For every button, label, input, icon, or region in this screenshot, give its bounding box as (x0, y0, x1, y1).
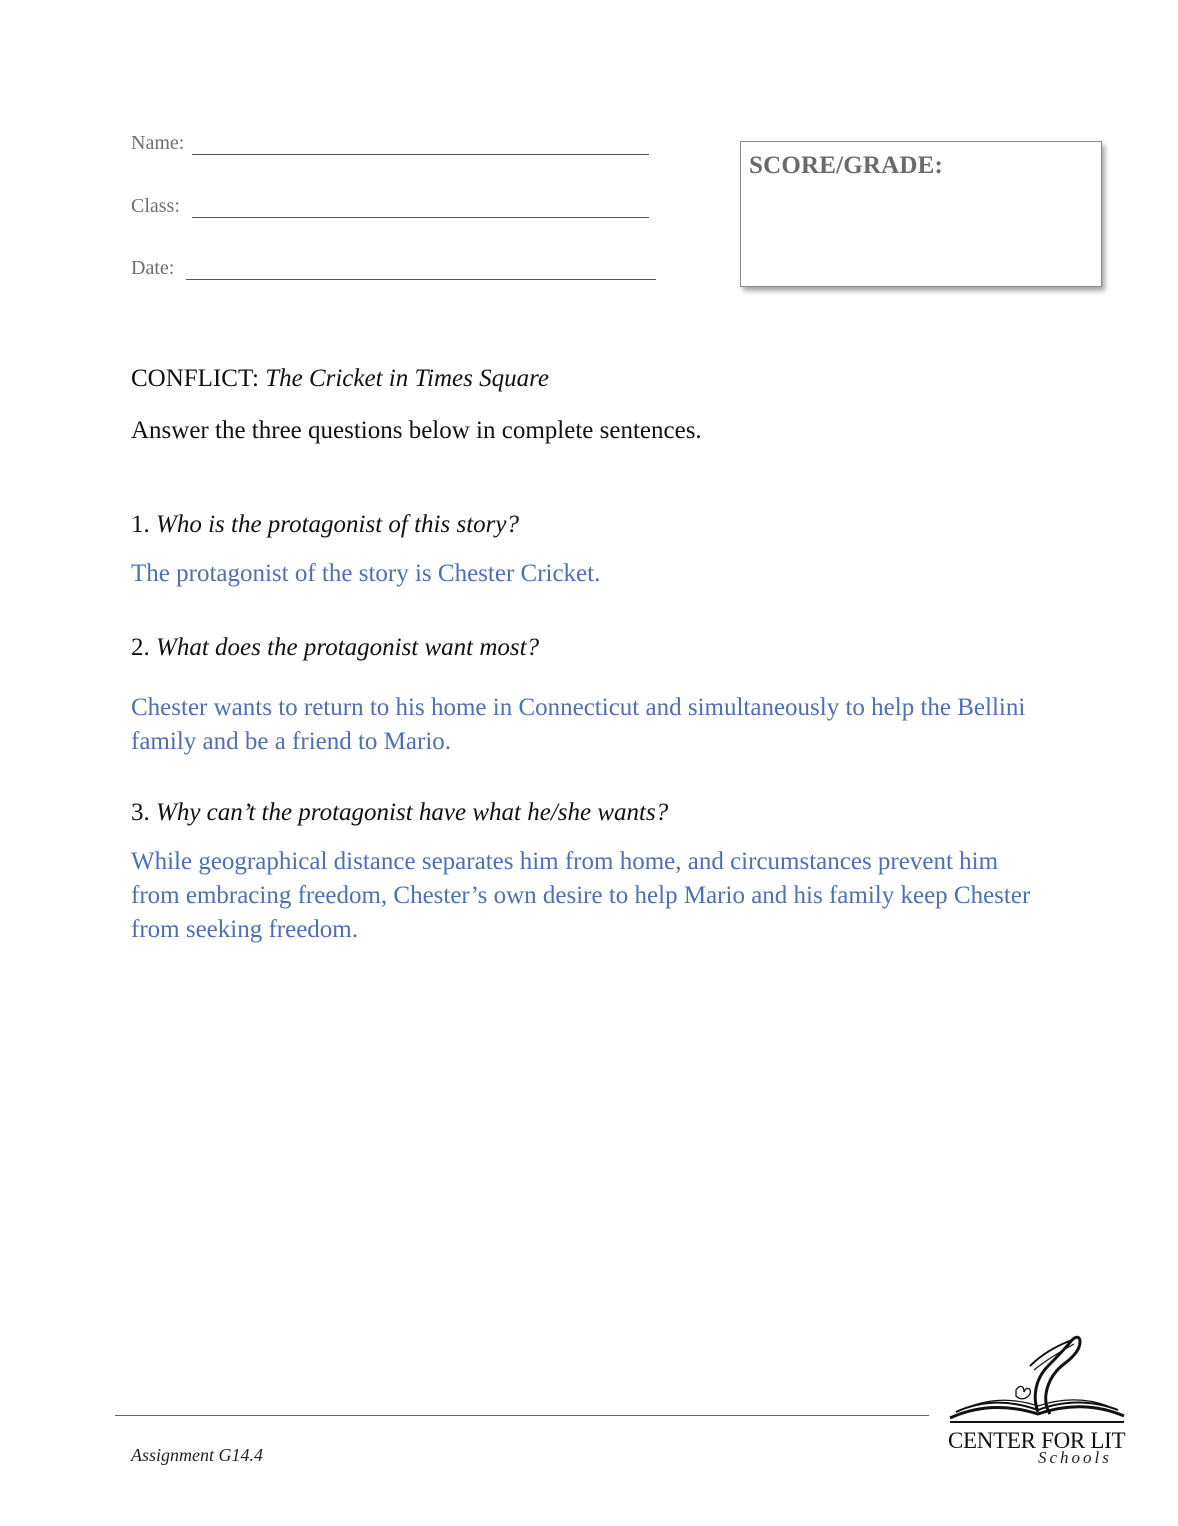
name-field-row (131, 132, 649, 155)
date-field-row (131, 257, 656, 280)
logo-sub-text: Schools (1038, 1448, 1112, 1467)
instructions: Answer the three questions below in complete sentences. (131, 417, 702, 444)
class-field-row (131, 195, 649, 218)
question-1 (131, 511, 519, 539)
name-label: Name: (131, 132, 185, 154)
date-label: Date: (131, 257, 175, 279)
page-title (131, 365, 549, 393)
answer-1: The protagonist of the story is Chester Cricket. (131, 560, 601, 587)
title-prefix: CONFLICT: (131, 365, 266, 392)
assignment-label: Assignment G14.4 (131, 1445, 263, 1465)
question-number: 1. (131, 511, 156, 538)
class-line[interactable] (192, 197, 649, 218)
answer-2: Chester wants to return to his home in Connecticut and simultaneously to help the Bellini family and be a friend to Mario. (131, 694, 1026, 755)
score-grade-label: SCORE/GRADE: (749, 152, 944, 179)
date-line[interactable] (186, 259, 656, 280)
question-text: Who is the protagonist of this story? (156, 511, 519, 538)
question-3 (131, 799, 668, 827)
logo-main-text: CENTER FOR LIT (948, 1428, 1126, 1453)
score-grade-box (740, 141, 1102, 287)
pelican-book-icon (946, 1330, 1136, 1430)
book-title: The Cricket in Times Square (265, 365, 549, 392)
name-line[interactable] (192, 134, 649, 155)
answer-3: While geographical distance separates him from home, and circumstances prevent him from embracing freedom, Chester’s own desire to help Mario and his family keep Chester from seeking freedom. (131, 848, 1031, 943)
question-text: What does the protagonist want most? (156, 634, 540, 661)
question-number: 2. (131, 634, 156, 661)
question-number: 3. (131, 799, 156, 826)
class-label: Class: (131, 195, 180, 217)
question-2 (131, 634, 539, 662)
footer-divider (115, 1415, 929, 1416)
question-text: Why can’t the protagonist have what he/she wants? (156, 799, 669, 826)
center-for-lit-logo (946, 1330, 1136, 1470)
